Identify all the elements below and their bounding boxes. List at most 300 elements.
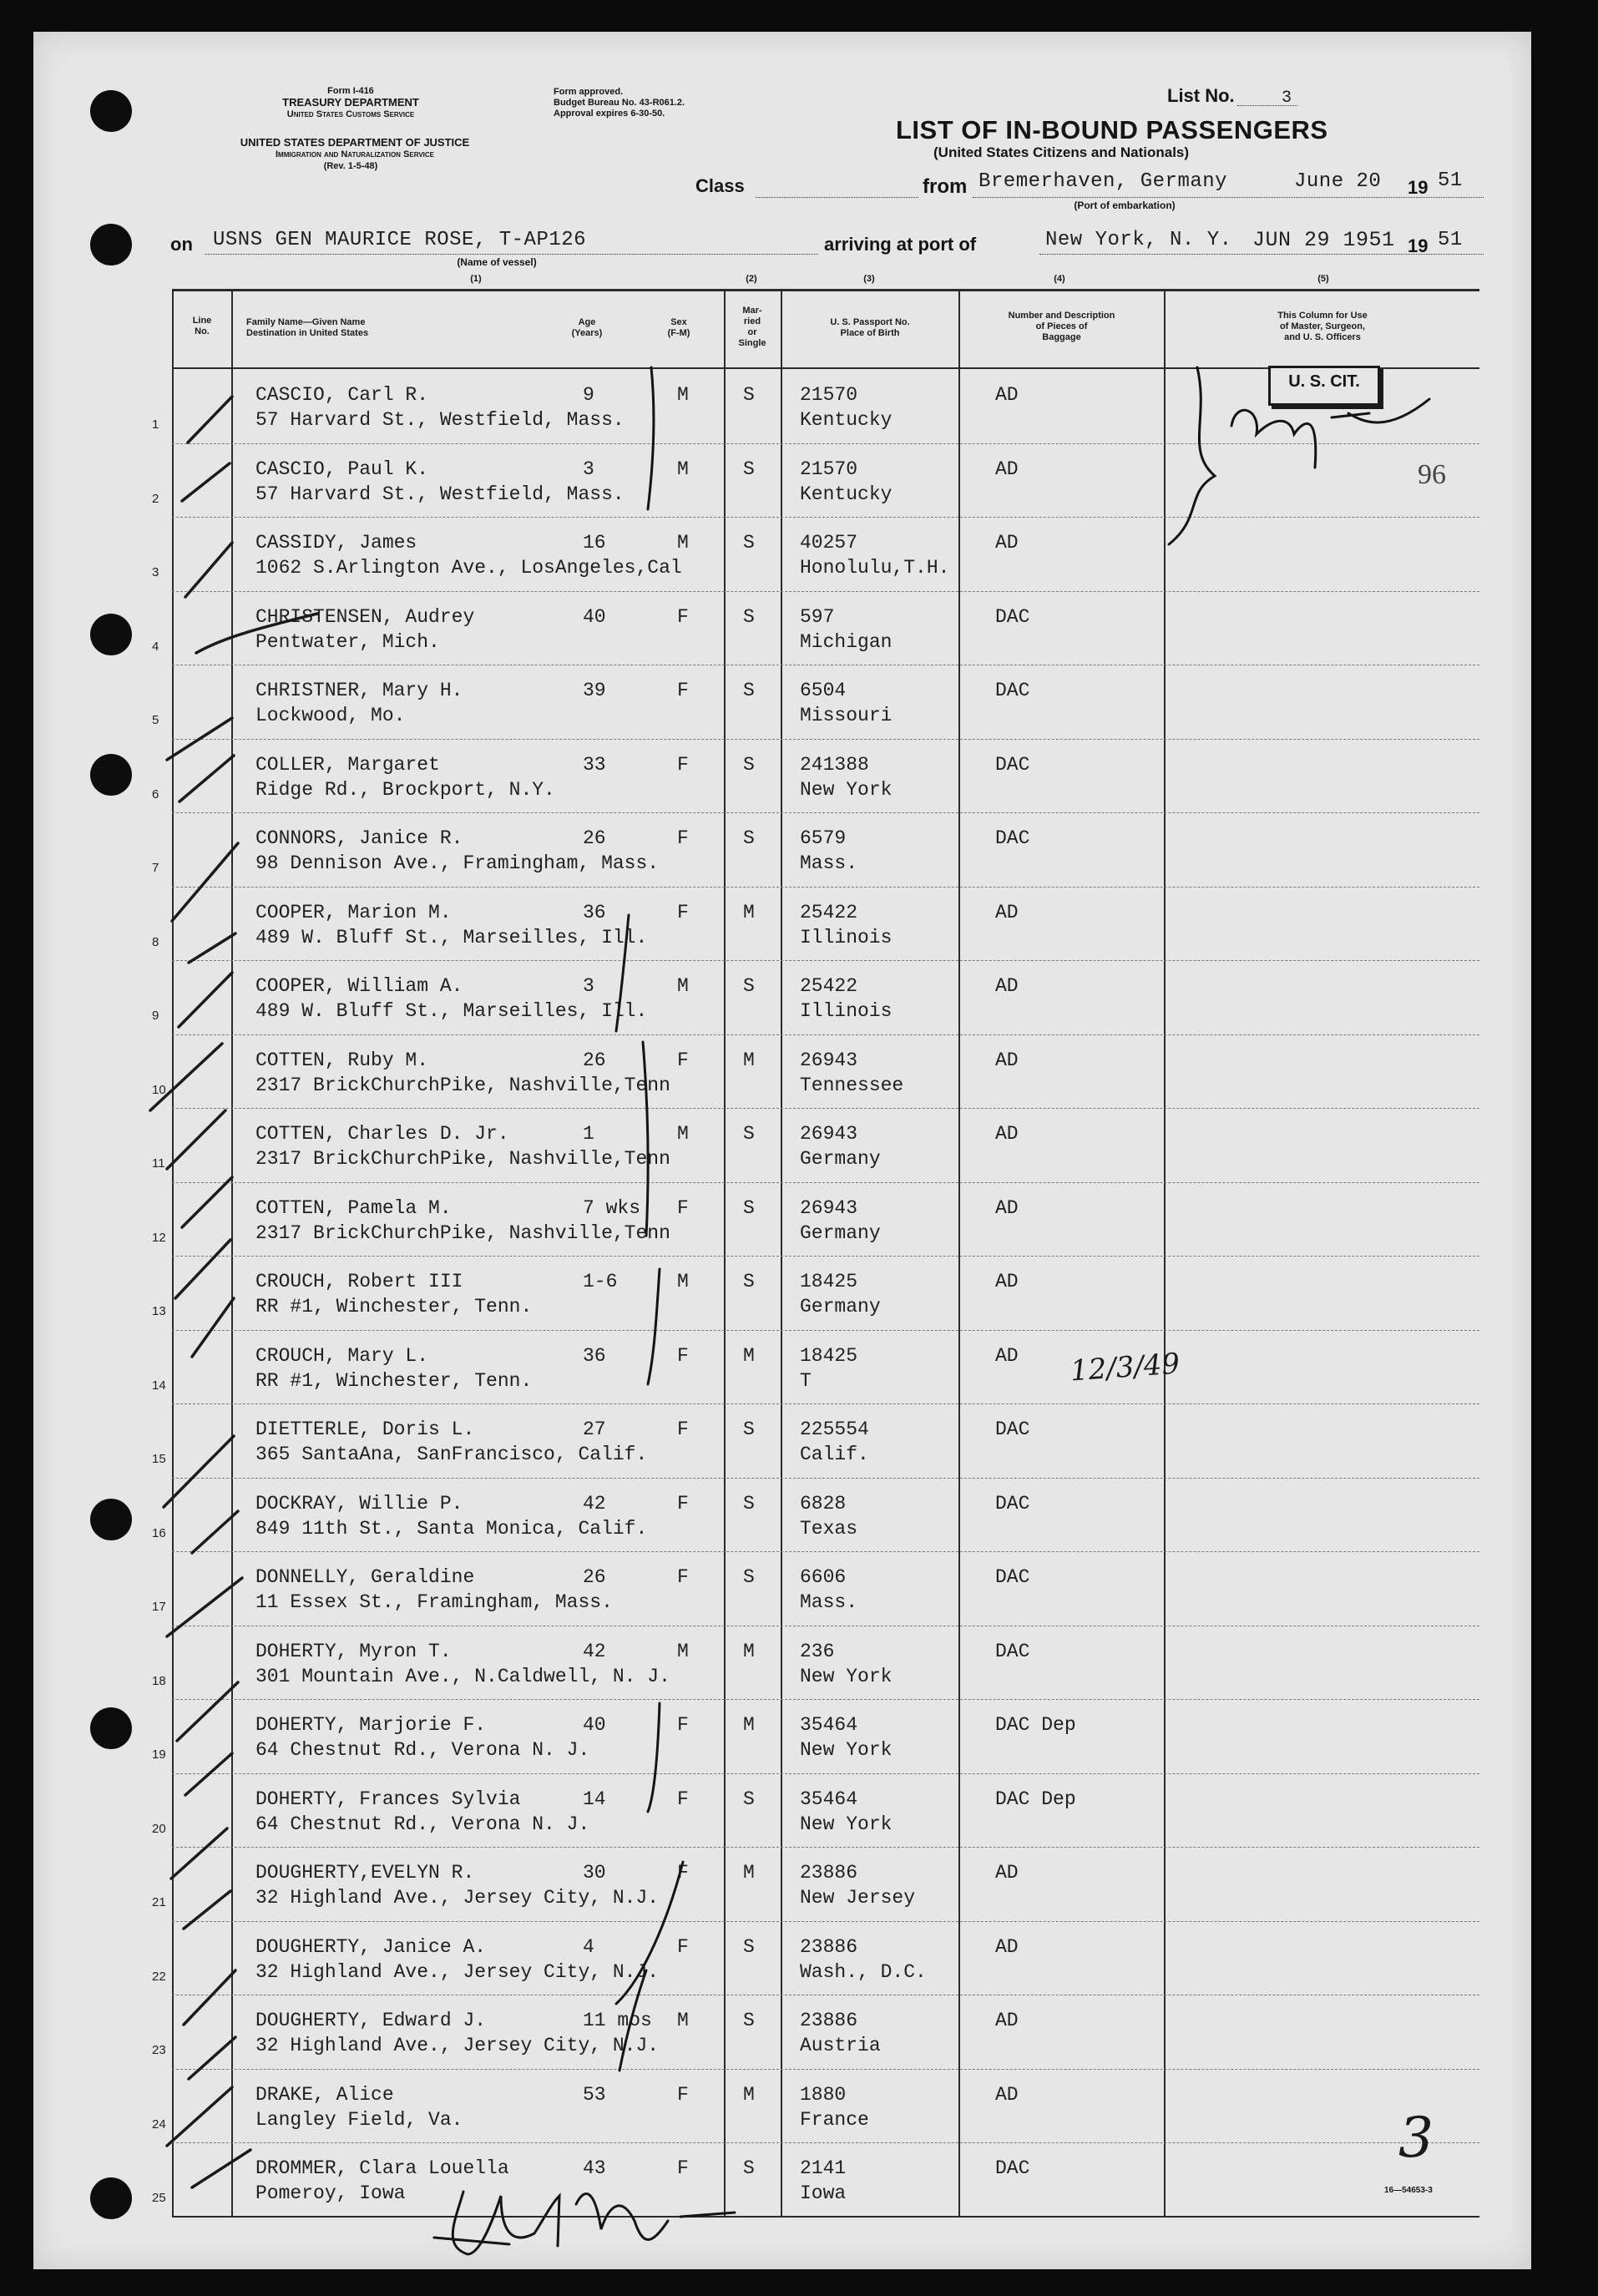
passenger-sex: F [677, 753, 689, 776]
document-title: LIST OF IN-BOUND PASSENGERS [896, 115, 1328, 144]
passenger-address: 489 W. Bluff St., Marseilles, Ill. [255, 1000, 648, 1022]
place-of-birth: Illinois [800, 926, 893, 948]
place-of-birth: Missouri [800, 705, 893, 726]
marital-status: S [743, 384, 755, 406]
passenger-address: 32 Highland Ave., Jersey City, N.J. [255, 1887, 660, 1909]
table-row [152, 1551, 1479, 1625]
table-row [152, 2142, 1479, 2216]
passenger-age: 3 [583, 975, 594, 997]
table-row [152, 1699, 1479, 1773]
document-subtitle: (United States Citizens and Nationals) [933, 144, 1190, 160]
table-row [152, 1034, 1479, 1108]
passenger-address: Lockwood, Mo. [255, 705, 406, 726]
embark-date: June 20 [1294, 170, 1382, 193]
arrival-year: 51 [1438, 229, 1463, 251]
place-of-birth: Michigan [800, 630, 893, 653]
line-number: 12 [152, 1230, 166, 1245]
binder-hole [90, 90, 132, 132]
place-of-birth: Illinois [800, 1000, 893, 1022]
passport-number: 225554 [800, 1419, 869, 1440]
from-label: from [923, 175, 968, 198]
place-of-birth: Germany [800, 1221, 881, 1244]
passenger-age: 40 [583, 605, 606, 628]
baggage-description: AD [995, 1344, 1019, 1367]
place-of-birth: Mass. [800, 852, 858, 874]
passenger-address: 57 Harvard St., Westfield, Mass. [255, 483, 625, 505]
passport-number: 35464 [800, 1714, 858, 1736]
arrival-year-prefix: 19 [1408, 235, 1429, 256]
list-no-label: List No. [1167, 85, 1235, 106]
baggage-description: AD [995, 1049, 1019, 1071]
passenger-address: RR #1, Winchester, Tenn. [255, 1369, 533, 1392]
marital-status: S [743, 753, 755, 776]
passenger-sex: F [677, 1419, 689, 1440]
passenger-name: COLLER, Margaret [255, 753, 440, 776]
passenger-name: DOCKRAY, Willie P. [255, 1492, 463, 1515]
passenger-address: RR #1, Winchester, Tenn. [255, 1296, 533, 1317]
passport-number: 6828 [800, 1492, 847, 1515]
column-number: (2) [746, 274, 757, 284]
baggage-description: DAC [995, 1640, 1030, 1662]
line-number: 3 [152, 565, 159, 579]
passenger-address: Pentwater, Mich. [255, 630, 440, 653]
passenger-age: 14 [583, 1788, 606, 1810]
place-of-birth: Wash., D.C. [800, 1960, 927, 1983]
place-of-birth: Kentucky [800, 409, 893, 431]
passport-number: 23886 [800, 1935, 858, 1958]
table-row [152, 517, 1479, 590]
ins-service: Immigration and Naturalization Service [275, 149, 434, 159]
from-underline [973, 197, 1484, 198]
line-number: 17 [152, 1600, 166, 1614]
binder-hole [90, 224, 132, 266]
baggage-description: AD [995, 2010, 1019, 2031]
passenger-name: COTTEN, Ruby M. [255, 1049, 429, 1071]
passenger-age: 36 [583, 901, 606, 923]
place-of-birth: Tennessee [800, 1074, 904, 1096]
passenger-sex: M [677, 975, 689, 997]
passenger-name: DOUGHERTY, Janice A. [255, 1935, 487, 1958]
passenger-age: 26 [583, 1566, 606, 1588]
baggage-description: AD [995, 2083, 1019, 2106]
marital-status: S [743, 1566, 755, 1588]
handwritten-date: 12/3/49 [1069, 1347, 1181, 1388]
marital-status: M [743, 2083, 755, 2106]
passenger-name: DIETTERLE, Doris L. [255, 1419, 475, 1440]
passenger-address: 301 Mountain Ave., N.Caldwell, N. J. [255, 1665, 670, 1687]
table-row [152, 1108, 1479, 1181]
passenger-age: 30 [583, 1862, 606, 1884]
table-top-rule [172, 289, 1479, 291]
passport-number: 25422 [800, 901, 858, 923]
passenger-sex: F [677, 2083, 689, 2106]
passport-number: 18425 [800, 1344, 858, 1367]
table-row [152, 1847, 1479, 1920]
table-row [152, 1256, 1479, 1329]
baggage-description: AD [995, 901, 1019, 923]
line-number: 4 [152, 639, 159, 654]
passenger-address: 849 11th St., Santa Monica, Calif. [255, 1517, 648, 1540]
column-number: (1) [470, 274, 482, 284]
passenger-sex: M [677, 1123, 689, 1145]
passport-number: 23886 [800, 1862, 858, 1884]
place-of-birth: T [800, 1369, 812, 1392]
passenger-sex: F [677, 827, 689, 849]
passenger-age: 53 [583, 2083, 606, 2106]
marital-status: S [743, 1788, 755, 1810]
header-married: Mar- ried or Single [738, 306, 766, 348]
passenger-address: 2317 BrickChurchPike, Nashville,Tenn [255, 1074, 670, 1096]
passenger-name: CROUCH, Robert III [255, 1271, 463, 1292]
passenger-sex: F [677, 605, 689, 628]
marital-status: S [743, 458, 755, 480]
passenger-age: 42 [583, 1640, 606, 1662]
passenger-address: Langley Field, Va. [255, 2108, 463, 2131]
marital-status: S [743, 827, 755, 849]
marital-status: S [743, 1935, 755, 1958]
on-label: on [170, 234, 193, 255]
vessel-caption: (Name of vessel) [457, 256, 537, 268]
list-no-value: 3 [1282, 89, 1292, 108]
vessel-underline [205, 254, 818, 255]
class-label: Class [695, 175, 745, 196]
header-line-no: Line No. [192, 316, 212, 336]
passport-number: 6579 [800, 827, 847, 849]
marital-status: S [743, 1271, 755, 1292]
passenger-name: CASSIDY, James [255, 532, 417, 554]
baggage-description: AD [995, 458, 1019, 480]
line-number: 11 [152, 1156, 165, 1171]
passenger-address: 489 W. Bluff St., Marseilles, Ill. [255, 926, 648, 948]
table-row [152, 443, 1479, 517]
passenger-age: 11 mos [583, 2010, 652, 2031]
passenger-name: COTTEN, Pamela M. [255, 1196, 452, 1219]
passenger-address: 57 Harvard St., Westfield, Mass. [255, 409, 625, 431]
passenger-address: 64 Chestnut Rd., Verona N. J. [255, 1813, 590, 1835]
passport-number: 26943 [800, 1123, 858, 1145]
place-of-birth: Honolulu,T.H. [800, 557, 950, 579]
baggage-description: DAC Dep [995, 1714, 1076, 1736]
table-row [152, 1330, 1479, 1403]
table-row [152, 1773, 1479, 1847]
vessel-name: USNS GEN MAURICE ROSE, T-AP126 [213, 229, 587, 251]
baggage-description: AD [995, 1935, 1019, 1958]
passenger-age: 4 [583, 1935, 594, 1958]
passenger-address: Pomeroy, Iowa [255, 2182, 406, 2204]
table-row [152, 887, 1479, 960]
place-of-birth: New York [800, 1813, 893, 1835]
passenger-address: 64 Chestnut Rd., Verona N. J. [255, 1739, 590, 1761]
passenger-address: 32 Highland Ave., Jersey City, N.J. [255, 2035, 660, 2056]
form-revision: (Rev. 1-5-48) [323, 161, 378, 171]
passenger-sex: F [677, 1566, 689, 1588]
marital-status: S [743, 1492, 755, 1515]
line-number: 2 [152, 491, 159, 506]
baggage-description: DAC [995, 2157, 1030, 2179]
passenger-sex: F [677, 1714, 689, 1736]
line-number: 16 [152, 1525, 166, 1540]
header-name: Family Name—Given Name Destination in United States [246, 317, 369, 338]
handwritten-three: 3 [1398, 2106, 1434, 2170]
passenger-sex: F [677, 1492, 689, 1515]
passenger-name: DOUGHERTY, Edward J. [255, 2010, 487, 2031]
place-of-birth: Germany [800, 1148, 881, 1170]
passenger-name: CASCIO, Carl R. [255, 384, 429, 406]
form-approved: Form approved. [554, 87, 624, 97]
passenger-sex: M [677, 384, 689, 406]
place-of-birth: New Jersey [800, 1887, 916, 1909]
place-of-birth: Texas [800, 1517, 858, 1540]
table-row [152, 2069, 1479, 2142]
passenger-age: 40 [583, 1714, 606, 1736]
passenger-age: 27 [583, 1419, 606, 1440]
passenger-address: 2317 BrickChurchPike, Nashville,Tenn [255, 1148, 670, 1170]
passport-number: 597 [800, 605, 835, 628]
marital-status: S [743, 532, 755, 554]
passport-number: 18425 [800, 1271, 858, 1292]
treasury-dept: TREASURY DEPARTMENT [282, 96, 419, 109]
passenger-age: 36 [583, 1344, 606, 1367]
baggage-description: DAC [995, 605, 1030, 628]
line-number: 24 [152, 2116, 166, 2132]
passport-number: 2141 [800, 2157, 847, 2179]
passenger-name: DONNELLY, Geraldine [255, 1566, 475, 1588]
budget-bureau: Budget Bureau No. 43-R061.2. [554, 98, 685, 108]
line-number: 1 [152, 417, 159, 432]
arriving-label: arriving at port of [824, 234, 977, 255]
passenger-name: COOPER, William A. [255, 975, 463, 997]
table-row [152, 960, 1479, 1034]
baggage-description: DAC [995, 1566, 1030, 1588]
table-row [152, 665, 1479, 738]
baggage-description: AD [995, 1196, 1019, 1219]
passenger-sex: F [677, 901, 689, 923]
passport-number: 6606 [800, 1566, 847, 1588]
passenger-sex: F [677, 1196, 689, 1219]
marital-status: M [743, 1344, 755, 1367]
passenger-age: 42 [583, 1492, 606, 1515]
passport-number: 23886 [800, 2010, 858, 2031]
baggage-description: DAC [995, 680, 1030, 701]
page-number: 96 [1418, 459, 1446, 490]
marital-status: S [743, 1196, 755, 1219]
table-row [152, 1626, 1479, 1699]
place-of-birth: Calif. [800, 1444, 869, 1465]
passenger-sex: F [677, 2157, 689, 2179]
line-number: 13 [152, 1304, 166, 1318]
passenger-sex: M [677, 1271, 689, 1292]
passenger-name: DOHERTY, Myron T. [255, 1640, 452, 1662]
passenger-name: CHRISTNER, Mary H. [255, 680, 463, 701]
passenger-sex: F [677, 680, 689, 701]
place-of-birth: New York [800, 1739, 893, 1761]
passenger-sex: M [677, 458, 689, 480]
passenger-sex: M [677, 2010, 689, 2031]
approval-expires: Approval expires 6-30-50. [554, 109, 665, 119]
year-prefix: 19 [1408, 177, 1429, 198]
passport-number: 26943 [800, 1196, 858, 1219]
table-row [152, 739, 1479, 812]
passenger-name: CASCIO, Paul K. [255, 458, 429, 480]
column-number: (4) [1054, 274, 1065, 284]
binder-hole [90, 1499, 132, 1540]
line-number: 5 [152, 713, 159, 727]
place-of-birth: New York [800, 1665, 893, 1687]
place-of-birth: Kentucky [800, 483, 893, 505]
passenger-name: COTTEN, Charles D. Jr. [255, 1123, 509, 1145]
passenger-age: 3 [583, 458, 594, 480]
class-underline [756, 197, 918, 198]
passenger-name: DOUGHERTY,EVELYN R. [255, 1862, 475, 1884]
marital-status: S [743, 680, 755, 701]
place-of-birth: Austria [800, 2035, 881, 2056]
passport-number: 40257 [800, 532, 858, 554]
passport-number: 26943 [800, 1049, 858, 1071]
marital-status: M [743, 1049, 755, 1071]
passenger-address: 32 Highland Ave., Jersey City, N.J. [255, 1960, 660, 1983]
table-row [152, 1995, 1479, 2068]
line-number: 8 [152, 934, 159, 949]
marital-status: S [743, 2157, 755, 2179]
passenger-sex: M [677, 1640, 689, 1662]
column-number: (5) [1317, 274, 1329, 284]
place-of-birth: Iowa [800, 2182, 847, 2204]
table-bottom-rule [172, 2216, 1479, 2218]
baggage-description: AD [995, 532, 1019, 554]
passenger-age: 7 wks [583, 1196, 641, 1219]
passenger-address: 11 Essex St., Framingham, Mass. [255, 1591, 613, 1613]
line-number: 6 [152, 786, 159, 802]
place-of-birth: New York [800, 778, 893, 801]
baggage-description: AD [995, 384, 1019, 406]
passenger-name: CONNORS, Janice R. [255, 827, 463, 849]
passport-number: 35464 [800, 1788, 858, 1810]
line-number: 19 [152, 1747, 166, 1762]
passenger-sex: F [677, 1788, 689, 1810]
line-number: 18 [152, 1673, 166, 1688]
passenger-age: 33 [583, 753, 606, 776]
passenger-age: 1-6 [583, 1271, 618, 1292]
passenger-name: CHRISTENSEN, Audrey [255, 605, 475, 628]
passenger-name: COOPER, Marion M. [255, 901, 452, 923]
line-number: 14 [152, 1378, 166, 1393]
marital-status: M [743, 1640, 755, 1662]
line-number: 23 [152, 2043, 166, 2057]
passport-number: 241388 [800, 753, 869, 776]
passenger-address: 98 Dennison Ave., Framingham, Mass. [255, 852, 660, 874]
header-officers: This Column for Use of Master, Surgeon, and U. S. Officers [1277, 311, 1368, 342]
arrival-stamp-date: JUN 29 1951 [1252, 228, 1395, 252]
binder-hole [90, 1707, 132, 1749]
table-row [152, 1921, 1479, 1995]
passport-number: 25422 [800, 975, 858, 997]
line-number: 7 [152, 861, 159, 875]
port-embark-caption: (Port of embarkation) [1074, 200, 1176, 211]
marital-status: S [743, 2010, 755, 2031]
print-code: 16—54653-3 [1384, 2186, 1433, 2195]
passenger-name: DOHERTY, Marjorie F. [255, 1714, 487, 1736]
place-of-birth: France [800, 2108, 869, 2131]
marital-status: S [743, 975, 755, 997]
arrival-underline [1039, 254, 1484, 255]
place-of-birth: Germany [800, 1296, 881, 1317]
line-number: 20 [152, 1821, 166, 1836]
header-baggage: Number and Description of Pieces of Baggage [1008, 311, 1115, 342]
line-number: 22 [152, 1969, 166, 1984]
passport-number: 236 [800, 1640, 835, 1662]
passenger-name: CROUCH, Mary L. [255, 1344, 429, 1367]
baggage-description: DAC [995, 1419, 1030, 1440]
baggage-description: DAC [995, 753, 1030, 776]
customs-service: United States Customs Service [286, 109, 415, 119]
baggage-description: DAC [995, 827, 1030, 849]
passenger-name: DOHERTY, Frances Sylvia [255, 1788, 521, 1810]
passenger-age: 1 [583, 1123, 594, 1145]
baggage-description: AD [995, 975, 1019, 997]
passport-number: 21570 [800, 384, 858, 406]
marital-status: S [743, 605, 755, 628]
passport-number: 1880 [800, 2083, 847, 2106]
form-number: Form I-416 [327, 86, 374, 96]
marital-status: S [743, 1419, 755, 1440]
passenger-sex: F [677, 1862, 689, 1884]
passenger-sex: F [677, 1935, 689, 1958]
baggage-description: AD [995, 1123, 1019, 1145]
embark-year: 51 [1438, 169, 1463, 192]
passport-number: 6504 [800, 680, 847, 701]
header-sex: Sex (F-M) [667, 317, 690, 338]
arrival-port: New York, N. Y. [1045, 229, 1232, 251]
line-number: 15 [152, 1452, 166, 1466]
header-age: Age (Years) [571, 317, 603, 338]
passenger-age: 43 [583, 2157, 606, 2179]
table-row [152, 1403, 1479, 1477]
table-row [152, 591, 1479, 665]
passenger-sex: F [677, 1344, 689, 1367]
line-number: 21 [152, 1895, 166, 1909]
place-of-birth: Mass. [800, 1591, 858, 1613]
passenger-age: 26 [583, 827, 606, 849]
table-row [152, 1182, 1479, 1256]
binder-hole [90, 614, 132, 655]
passenger-address: 2317 BrickChurchPike, Nashville,Tenn [255, 1221, 670, 1244]
justice-dept: UNITED STATES DEPARTMENT OF JUSTICE [240, 136, 470, 149]
passenger-age: 16 [583, 532, 606, 554]
baggage-description: AD [995, 1271, 1019, 1292]
table-row [152, 812, 1479, 886]
binder-hole [90, 2177, 132, 2219]
us-cit-stamp-text: U. S. CIT. [1288, 372, 1360, 391]
passenger-age: 39 [583, 680, 606, 701]
binder-hole [90, 754, 132, 796]
header-passport: U. S. Passport No. Place of Birth [830, 317, 910, 338]
passenger-age: 26 [583, 1049, 606, 1071]
line-number: 10 [152, 1082, 166, 1097]
baggage-description: AD [995, 1862, 1019, 1884]
passport-number: 21570 [800, 458, 858, 480]
passenger-address: Ridge Rd., Brockport, N.Y. [255, 778, 555, 801]
passenger-sex: F [677, 1049, 689, 1071]
marital-status: M [743, 901, 755, 923]
port-of-embarkation: Bremerhaven, Germany [979, 170, 1228, 193]
passenger-address: 1062 S.Arlington Ave., LosAngeles,Cal [255, 557, 682, 579]
passenger-name: DRAKE, Alice [255, 2083, 394, 2106]
passenger-address: 365 SantaAna, SanFrancisco, Calif. [255, 1444, 648, 1465]
marital-status: S [743, 1123, 755, 1145]
passenger-sex: M [677, 532, 689, 554]
passenger-name: DROMMER, Clara Louella [255, 2157, 509, 2179]
passenger-age: 9 [583, 384, 594, 406]
